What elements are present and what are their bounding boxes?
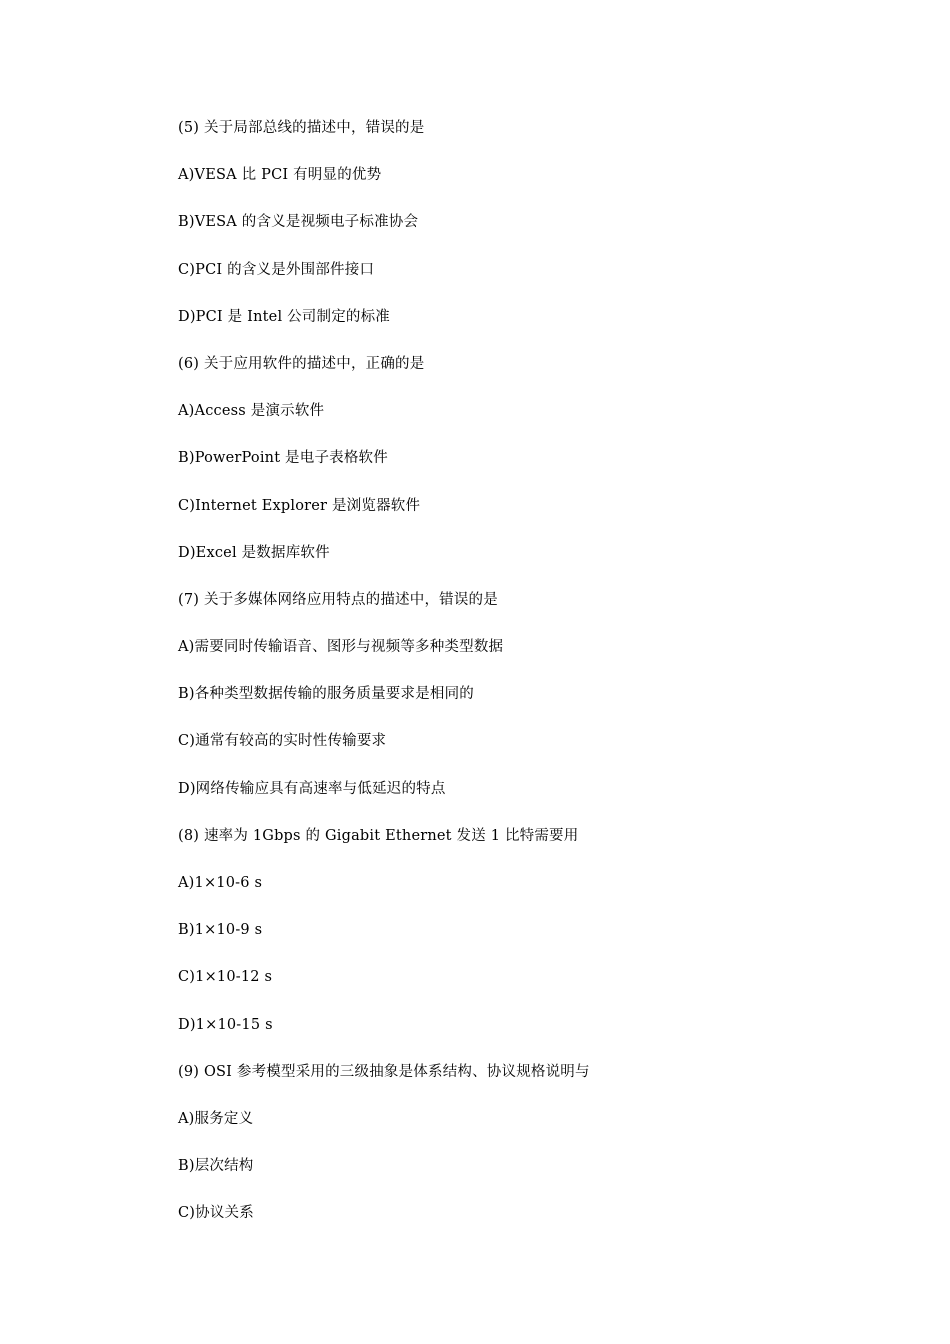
question-stem: (6) 关于应用软件的描述中，正确的是	[178, 355, 425, 372]
question-stem: (8) 速率为 1Gbps 的 Gigabit Ethernet 发送 1 比特需要用	[178, 827, 579, 844]
answer-option: C)通常有较高的实时性传输要求	[178, 733, 387, 750]
answer-option: B)VESA 的含义是视频电子标准协会	[178, 214, 419, 231]
answer-option: B)各种类型数据传输的服务质量要求是相同的	[178, 686, 475, 703]
answer-option: A)VESA 比 PCI 有明显的优势	[178, 167, 382, 184]
answer-option: B)PowerPoint 是电子表格软件	[178, 450, 388, 467]
answer-option: A)Access 是演示软件	[178, 403, 325, 420]
question-stem: (9) OSI 参考模型采用的三级抽象是体系结构、协议规格说明与	[178, 1063, 590, 1080]
answer-option: B)1×10-9 s	[178, 922, 263, 939]
answer-option: C)协议关系	[178, 1205, 254, 1222]
answer-option: C)1×10-12 s	[178, 969, 273, 986]
answer-option: D)网络传输应具有高速率与低延迟的特点	[178, 780, 446, 797]
answer-option: A)服务定义	[178, 1110, 254, 1127]
answer-option: D)PCI 是 Intel 公司制定的标准	[178, 308, 390, 325]
answer-option: D)Excel 是数据库软件	[178, 544, 330, 561]
answer-option: B)层次结构	[178, 1158, 254, 1175]
answer-option: C)PCI 的含义是外围部件接口	[178, 261, 375, 278]
answer-option: C)Internet Explorer 是浏览器软件	[178, 497, 421, 514]
question-stem: (5) 关于局部总线的描述中，错误的是	[178, 120, 425, 136]
question-stem: (7) 关于多媒体网络应用特点的描述中，错误的是	[178, 591, 498, 608]
question-list	[178, 114, 878, 1247]
answer-option: A)需要同时传输语音、图形与视频等多种类型数据	[178, 639, 504, 656]
answer-option: A)1×10-6 s	[178, 875, 263, 891]
answer-option: D)1×10-15 s	[178, 1016, 273, 1033]
